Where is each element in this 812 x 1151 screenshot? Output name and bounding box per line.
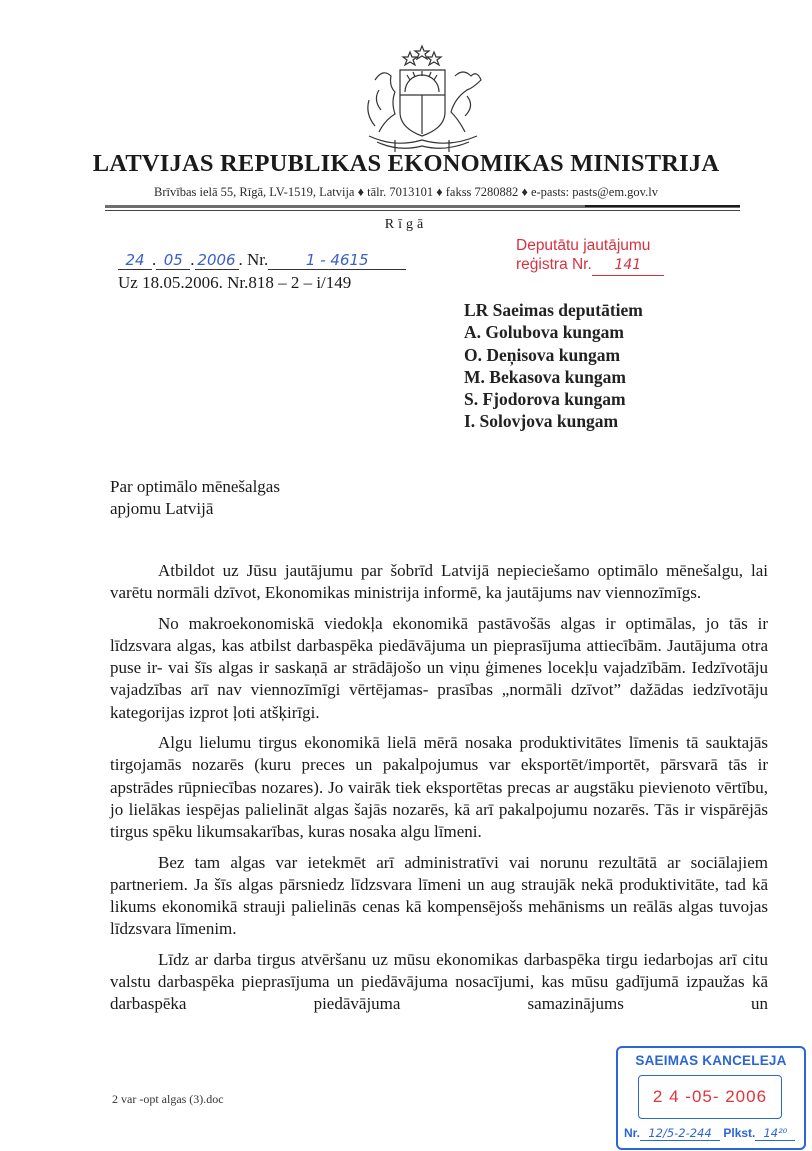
- recipient-line: O. Deņisova kungam: [464, 344, 621, 365]
- registry-stamp: [516, 236, 664, 276]
- reception-date-box: [638, 1075, 782, 1119]
- diamond-separator-icon: ♦: [521, 185, 528, 199]
- registry-number: 141: [592, 256, 664, 276]
- email-text: e-pasts: pasts@em.gov.lv: [530, 185, 658, 199]
- subject-line: apjomu Latvijā: [110, 499, 214, 518]
- letterhead-divider: [105, 205, 740, 212]
- coat-of-arms-icon: [355, 40, 490, 155]
- reception-stamp-title: SAEIMAS KANCELEJA: [635, 1053, 787, 1068]
- diamond-separator-icon: ♦: [357, 185, 364, 199]
- footer-filename: 2 var -opt algas (3).doc: [112, 1092, 224, 1106]
- recipient-line: S. Fjodorova kungam: [464, 389, 626, 410]
- nr-label: Nr.: [247, 250, 269, 269]
- subject-block: [110, 476, 280, 520]
- reception-stamp: [616, 1046, 806, 1150]
- recipient-line: I. Solovjova kungam: [464, 411, 619, 432]
- subject-line: Par optimālo mēnešalgas: [110, 477, 280, 496]
- reception-time-label: Plkst.: [723, 1126, 756, 1140]
- city-label: Rīgā: [384, 217, 428, 232]
- letterhead-contact-line: [0, 185, 812, 200]
- reply-reference: Uz 18.05.2006. Nr.818 – 2 – i/149: [118, 273, 352, 292]
- date-month: 05: [156, 251, 190, 270]
- body-paragraph: No makroekonomiskā viedokļa ekonomikā pastāvošās algas ir optimālas, jo tās ir līdzsvara algas, kas atbilst darbaspēka piedāvājuma un pieprasījuma attiecībām. Jautājuma otra puse ir- vai šīs algas ir saskaņā ar strādājošo un viņu ģimenes locekļu vajadzībām. Iedzīvotāju vajadzības arī nav viennozīmīgi vērtējamas- prasības „normāli dzīvot” dažādas iedzīvotāju kategorijas izprot ļoti atšķirīgi.: [110, 613, 768, 722]
- reception-nr-label: Nr.: [624, 1126, 641, 1140]
- reception-nr-line: [624, 1126, 795, 1141]
- body-paragraph: Bez tam algas var ietekmēt arī administratīvi vai norunu rezultātā ar sociālajiem partneriem. Ja šīs algas pārsniedz līdzsvara līmeni un aug straujāk nekā produktivitāte, tad kā likums ekonomikā strauji palielinās cenas kā kompensējošs mehānisms un reālās algas tuvojas līdzsvara līmenim.: [110, 852, 768, 939]
- letter-body: [110, 560, 768, 1016]
- diamond-separator-icon: ♦: [436, 185, 443, 199]
- registry-stamp-line1: Deputātu jautājumu: [516, 237, 651, 254]
- fax-text: fakss 7280882: [445, 185, 519, 199]
- reception-nr-value: 12/5-2-244: [640, 1126, 720, 1141]
- recipients-block: [464, 299, 643, 433]
- ministry-title: LATVIJAS REPUBLIKAS EKONOMIKAS MINISTRIJA: [92, 150, 720, 177]
- reception-date: 2 4 -05- 2006: [652, 1087, 768, 1106]
- date-year: 2006: [195, 251, 239, 270]
- outgoing-number: 1 - 4615: [268, 251, 406, 270]
- phone-text: tālr. 7013101: [367, 185, 434, 199]
- recipient-line: M. Bekasova kungam: [464, 366, 626, 387]
- body-paragraph: Līdz ar darba tirgus atvēršanu uz mūsu ekonomikas darbaspēka tirgu iedarbojas arī citu valstu darbaspēka pieprasījuma un piedāvājuma nosacījumi, kas mūsu gadījumā izpaužas kā darbaspēka piedāvājuma samazinājums un: [110, 949, 768, 1014]
- coat-of-arms-emblem: [355, 40, 490, 155]
- body-paragraph: Algu lielumu tirgus ekonomikā lielā mērā nosaka produktivitātes līmenis tā sauktajās tirgojamās nozarēs (kuru preces un pakalpojumus var eksportēt/importēt, pārsvarā tās ir apstrādes rūpniecības nozares). Jo vairāk tiek eksportētas precas ar augstāku pievienoto vērtību, jo lielākas iespējas palielināt algas šajās nozarēs, kā arī pakalpojumu nozarēs. Tās ir vispārējās tirgus spēku likumsakarības, kuras nosaka algu līmeni.: [110, 733, 768, 842]
- registry-stamp-line2: reģistra Nr.: [516, 256, 592, 273]
- outgoing-date-number-line: 24 . 05 . 2006 . Nr. 1 - 4615: [118, 250, 406, 270]
- body-paragraph: Atbildot uz Jūsu jautājumu par šobrīd Latvijā nepieciešamo optimālo mēnešalgu, lai varētu normāli dzīvot, Ekonomikas ministrija informē, ka jautājums nav viennozīmīgs.: [110, 561, 768, 603]
- reception-time-value: 14²⁰: [755, 1126, 795, 1141]
- address-text: Brīvības ielā 55, Rīgā, LV-1519, Latvija: [154, 185, 355, 199]
- recipient-line: A. Golubova kungam: [464, 322, 624, 343]
- date-day: 24: [118, 251, 152, 270]
- recipient-line: LR Saeimas deputātiem: [464, 300, 643, 320]
